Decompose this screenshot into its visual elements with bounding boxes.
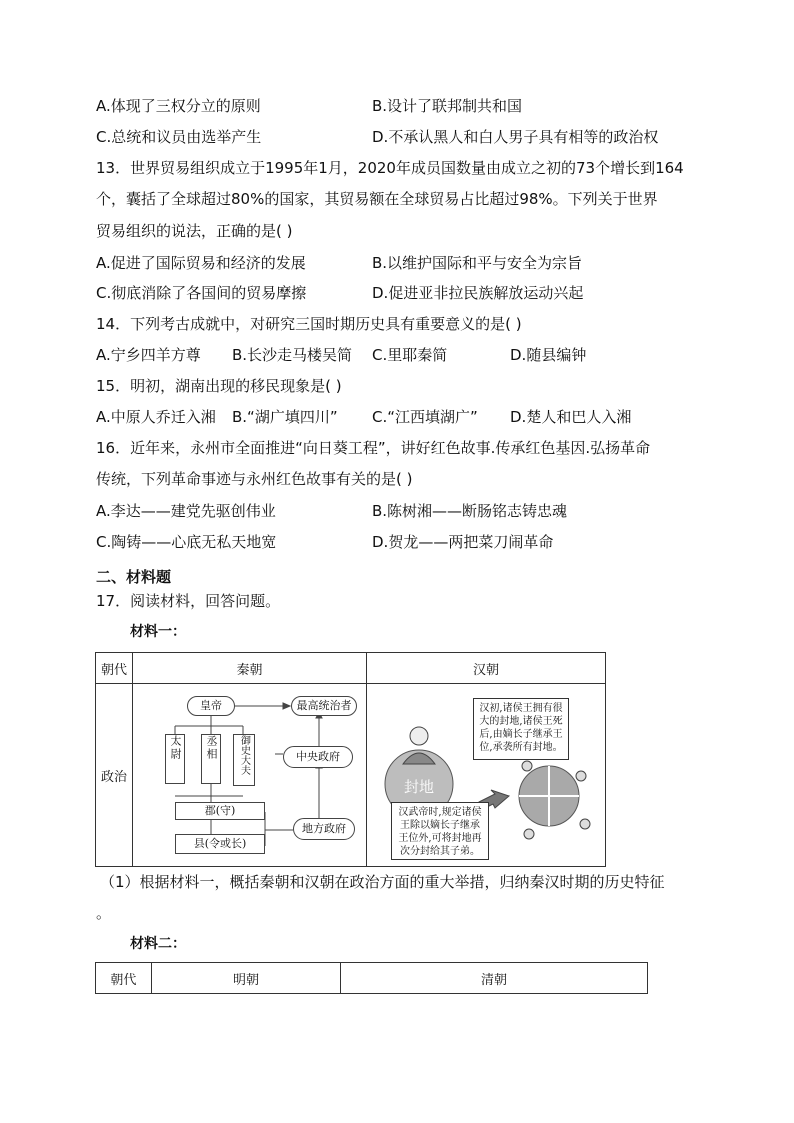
q12-option-c: C.总统和议员由选举产生: [96, 128, 262, 146]
q16-option-d: D.贺龙——两把菜刀闹革命: [372, 533, 554, 551]
q14-option-a: A.宁乡四羊方尊: [96, 346, 201, 364]
q15-option-b: B.“湖广填四川”: [232, 408, 338, 426]
yushi-box: [233, 734, 255, 786]
q16-stem-line1: 16．近年来，永州市全面推进“向日葵工程”，讲好红色故事.传承红色基因.弘扬革命: [96, 439, 651, 457]
q13-stem-line2: 个，囊括了全球超过80%的国家，其贸易额在全球贸易占比超过98%。下列关于世界: [96, 190, 658, 208]
supreme-ruler-box: 最高统治者: [291, 696, 357, 716]
han-note-bottom: 汉武帝时,规定诸侯王除以嫡长子继承王位外,可将封地再次分封给其子弟。: [391, 802, 489, 860]
yushi-label: 御史大夫: [238, 735, 250, 775]
q16-option-a: A.李达——建党先驱创伟业: [96, 502, 276, 520]
qin-diagram-cell: [133, 684, 367, 867]
header-han: 汉朝: [367, 653, 606, 684]
central-government-box: 中央政府: [283, 746, 353, 768]
han-note-top: 汉初,诸侯王拥有很大的封地,诸侯王死后,由嫡长子继承王位,承袭所有封地。: [473, 698, 569, 760]
material2-label: 材料二：: [130, 936, 186, 952]
q15-option-d: D.楚人和巴人入湘: [510, 408, 632, 426]
header-qin: 秦朝: [133, 653, 367, 684]
han-diagram-cell: [367, 684, 606, 867]
xian-box: 县(令或长): [175, 834, 265, 854]
taiwei-box: [165, 734, 185, 784]
emperor-box: 皇帝: [187, 696, 235, 716]
taiwei-label: 太尉: [169, 735, 182, 761]
q12-option-d: D.不承认黑人和白人男子具有相等的政治权: [372, 128, 659, 146]
material1-table: [95, 652, 606, 867]
header-dynasty-2: 朝代: [96, 963, 152, 994]
q17-sub1-line1: （1）根据材料一，概括秦朝和汉朝在政治方面的重大举措，归纳秦汉时期的历史特征: [100, 873, 665, 891]
q16-option-c: C.陶铸——心底无私天地宽: [96, 533, 277, 551]
q13-option-d: D.促进亚非拉民族解放运动兴起: [372, 284, 584, 302]
q13-option-a: A.促进了国际贸易和经济的发展: [96, 254, 306, 272]
q17-sub1-line2: 。: [96, 904, 112, 922]
q15-option-a: A.中原人乔迁入湘: [96, 408, 216, 426]
q14-stem: 14．下列考古成就中，对研究三国时期历史具有重要意义的是( ): [96, 315, 522, 333]
q13-option-b: B.以维护国际和平与安全为宗旨: [372, 254, 583, 272]
qin-diagram: [133, 684, 366, 866]
chengxiang-label: 丞相: [205, 735, 218, 761]
q15-stem: 15．明初，湖南出现的移民现象是( ): [96, 377, 342, 395]
material1-label: 材料一：: [130, 624, 186, 640]
jun-box: 郡(守): [175, 802, 265, 820]
han-diagram: [367, 684, 605, 866]
q14-option-c: C.里耶秦简: [372, 346, 448, 364]
q14-option-b: B.长沙走马楼吴简: [232, 346, 353, 364]
chengxiang-box: [201, 734, 221, 784]
header-dynasty: 朝代: [96, 653, 133, 684]
q17-stem: 17．阅读材料，回答问题。: [96, 592, 281, 610]
q13-stem-line1: 13．世界贸易组织成立于1995年1月，2020年成员国数量由成立之初的73个增长到164: [96, 159, 684, 177]
q15-option-c: C.“江西填湖广”: [372, 408, 478, 426]
q13-option-c: C.彻底消除了各国间的贸易摩擦: [96, 284, 307, 302]
row-label-politics: 政治: [96, 684, 133, 867]
q16-option-b: B.陈树湘——断肠铭志铸忠魂: [372, 502, 568, 520]
q14-option-d: D.随县编钟: [510, 346, 587, 364]
q16-stem-line2: 传统，下列革命事迹与永州红色故事有关的是( ): [96, 470, 413, 488]
q12-option-b: B.设计了联邦制共和国: [372, 97, 523, 115]
fief-label: 封地: [403, 778, 434, 796]
section-heading: 二、材料题: [96, 568, 172, 586]
material2-table: [95, 962, 648, 994]
header-qing: 清朝: [341, 963, 648, 994]
q12-option-a: A.体现了三权分立的原则: [96, 97, 261, 115]
header-ming: 明朝: [151, 963, 340, 994]
q13-stem-line3: 贸易组织的说法，正确的是( ): [96, 222, 293, 240]
local-government-box: 地方政府: [293, 818, 355, 840]
